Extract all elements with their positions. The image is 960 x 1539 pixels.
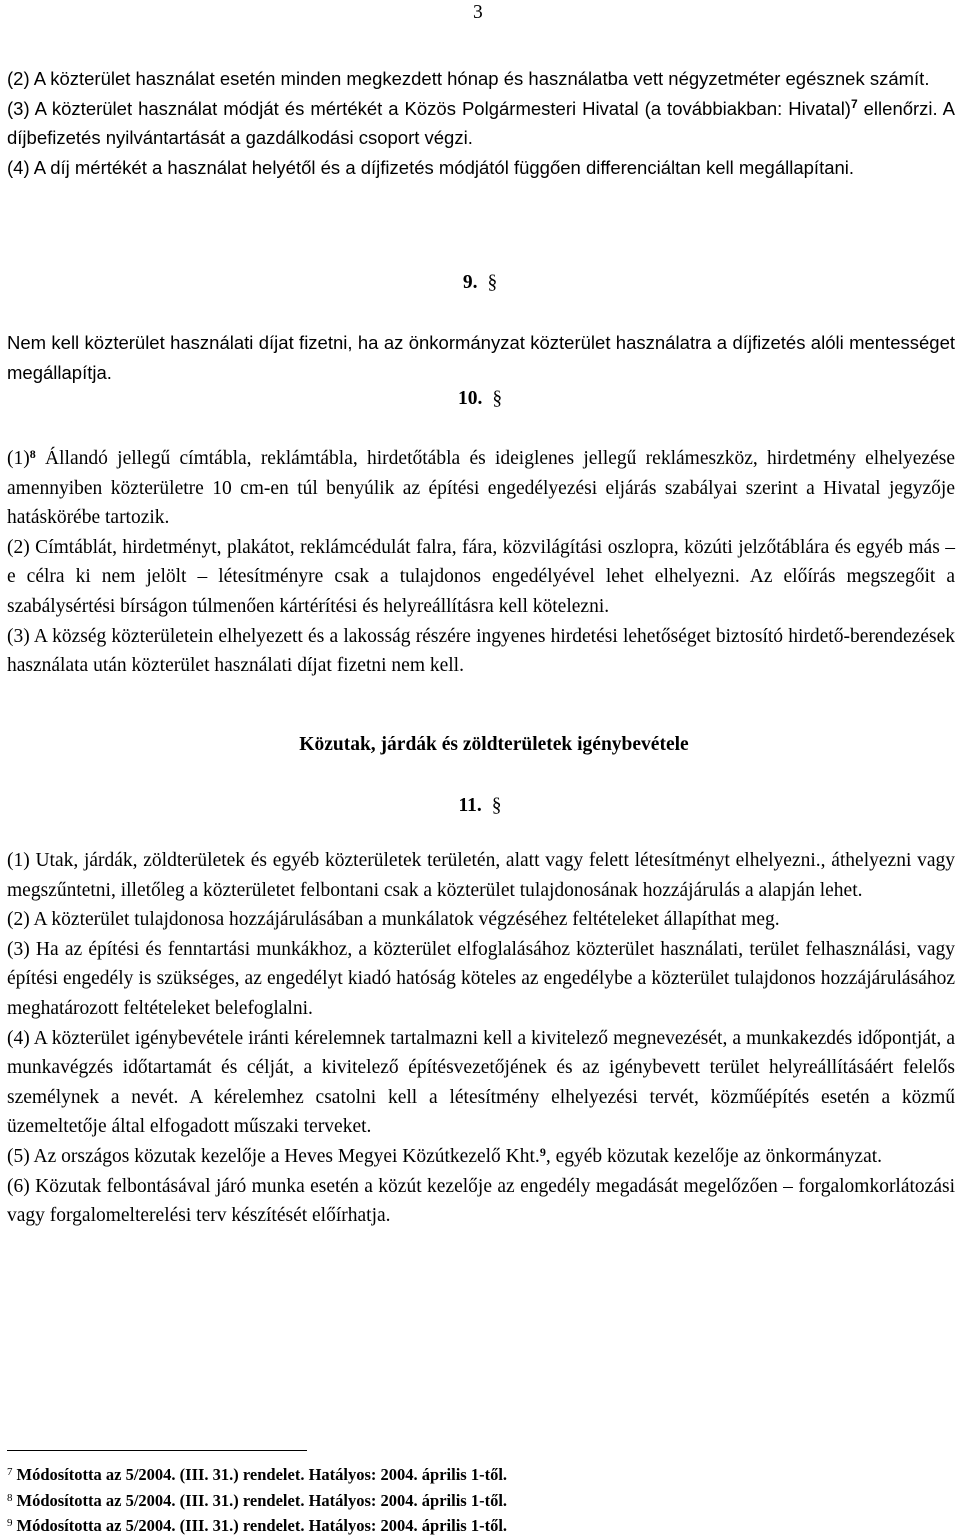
section-11-paragraph-3: (3) Ha az építési és fenntartási munkákhoz, a közterület elfoglalásához közterület használati, terület felhasználási, vagy építési engedély is szükséges, az engedélyt kiadó hatóság köteles az engedélybe a közterület tulajdonos hozzájárulásához meghatározott feltételeket belefoglalni. [7,938,955,1019]
section-11-paragraph-4: (4) A közterület igénybevétele iránti kérelemnek tartalmazni kell a kivitelező megnevezését, a munkakezdés időpontját, a munkavégzés időtartamát és célját, a kivitelező építésvezetőjének és az igénybevett terület helyreállításáért felelős személynek a nevét. A kérelemhez csatolni kell a létesítmény elhelyezési tervét, közműépítés esetén a közmű üzemeltetője által elfogadott műszaki terveket. [7,1027,955,1138]
section-9-text: Nem kell közterület használati díjat fizetni, ha az önkormányzat közterület használatra a díjfizetés alóli mentességet megállapítja. [7,332,955,383]
footnote-text: Módosította az 5/2004. (III. 31.) rendelet. Hatályos: 2004. április 1-től. [16,1490,508,1510]
section-9-heading [0,272,960,294]
footnote-9 [7,1513,947,1539]
section-11-p5-text-b: , egyéb közutak kezelője az önkormányzat. [545,1145,883,1167]
paragraph-3-text-a: (3) A közterület használat módját és mértékét a Közös Polgármesteri Hivatal (a továbbiakban: Hivatal) [7,97,851,119]
section-11-paragraph-6: (6) Közutak felbontásával járó munka esetén a közút kezelője az engedély megadását megelőzően – forgalomkorlátozási vagy forgalomelterelési terv készítését előírhatja. [7,1175,955,1227]
section-11-paragraph-1: (1) Utak, járdák, zöldterületek és egyéb közterületek területén, alatt vagy felett létesítményt elhelyezni., áthelyezni vagy megszűntetni, illetőleg a közterületet felbontani csak a közterület tulajdonosának hozzájárulás a alapján lehet. [7,850,955,901]
section-10-p1-text: Állandó jellegű címtábla, reklámtábla, hirdetőtábla és ideiglenes jellegű reklámeszköz, hirdetmény elhelyezése amennyiben közterületre 10 cm-en túl benyúlik az építési engedélyezési eljárás szabályai szerint a Hivatal jegyzője hatáskörébe tartozik. [7,448,955,529]
footnote-ref-8: 8 [29,447,36,461]
chapter-heading: Közutak, járdák és zöldterületek igénybevétele [299,734,689,755]
section-10-heading [0,388,960,410]
section-10-paragraph-2: (2) Címtáblát, hirdetményt, plakátot, reklámcédulát falra, fára, közvilágítási oszlopra, közúti jelzőtáblára és egyéb más – e célra ki nem jelölt – létesítményre csak a tulajdonos engedélyével lehet elhelyezni. Az előírás megszegőit a szabálysértési bírságon túlmenően kártérítési és helyreállításra kell kötelezni. [7,536,955,617]
footnote-8 [7,1488,947,1514]
section-symbol: § [492,388,503,409]
section-symbol: § [491,795,502,816]
paragraph-4: (4) A díj mértékét a használat helyétől és a díjfizetés módjától függően differenciáltan kell megállapítani. [7,156,855,178]
section-11-paragraph-5 [7,1142,955,1172]
section-11-heading [0,795,960,817]
section-10-body [7,444,955,681]
section-11-p5-text-a: (5) Az országos közutak kezelője a Heves Megyei Közútkezelő Kht. [7,1145,540,1167]
section-10-paragraph-3: (3) A község közterületein elhelyezett és a lakosság részére ingyenes hirdetési lehetőséget biztosító hirdető-berendezések használata után közterület használati díjat fizetni nem kell. [7,625,955,677]
footnote-7 [7,1462,947,1488]
footnote-divider [7,1450,307,1451]
section-10-number: 10. [457,388,483,409]
footnotes [7,1462,947,1539]
footnote-text: Módosította az 5/2004. (III. 31.) rendelet. Hatályos: 2004. április 1-től. [16,1516,508,1535]
section-11-number: 11. [458,795,482,816]
section-10-p1-label: (1) [7,448,30,469]
paragraph-group-top [7,64,955,182]
footnote-mark: 9 [7,1517,13,1529]
section-11-paragraph-2: (2) A közterület tulajdonosa hozzájárulásában a munkálatok végzéséhez feltételeket állapíthat meg. [7,909,780,931]
paragraph-3-text-b: ellenőrzi. A díjbefizetés nyilvántartását a gazdálkodási csoport végzi. [7,97,955,149]
section-symbol: § [487,272,498,293]
section-9-body [7,328,955,387]
section-11-body [7,846,955,1231]
paragraph-2: (2) A közterület használat esetén minden megkezdett hónap és használatba vett négyzetméter egésznek számít. [7,68,930,89]
paragraph-3 [7,94,955,153]
footnote-text: Módosította az 5/2004. (III. 31.) rendelet. Hatályos: 2004. április 1-től. [16,1465,508,1484]
page-number: 3 [473,2,483,23]
footnote-ref-7: 7 [850,96,858,111]
section-9-number: 9. [462,272,478,293]
footnote-mark: 7 [7,1466,13,1478]
footnote-ref-9: 9 [539,1144,546,1159]
footnote-mark: 8 [7,1491,13,1504]
section-10-paragraph-1 [7,444,955,533]
